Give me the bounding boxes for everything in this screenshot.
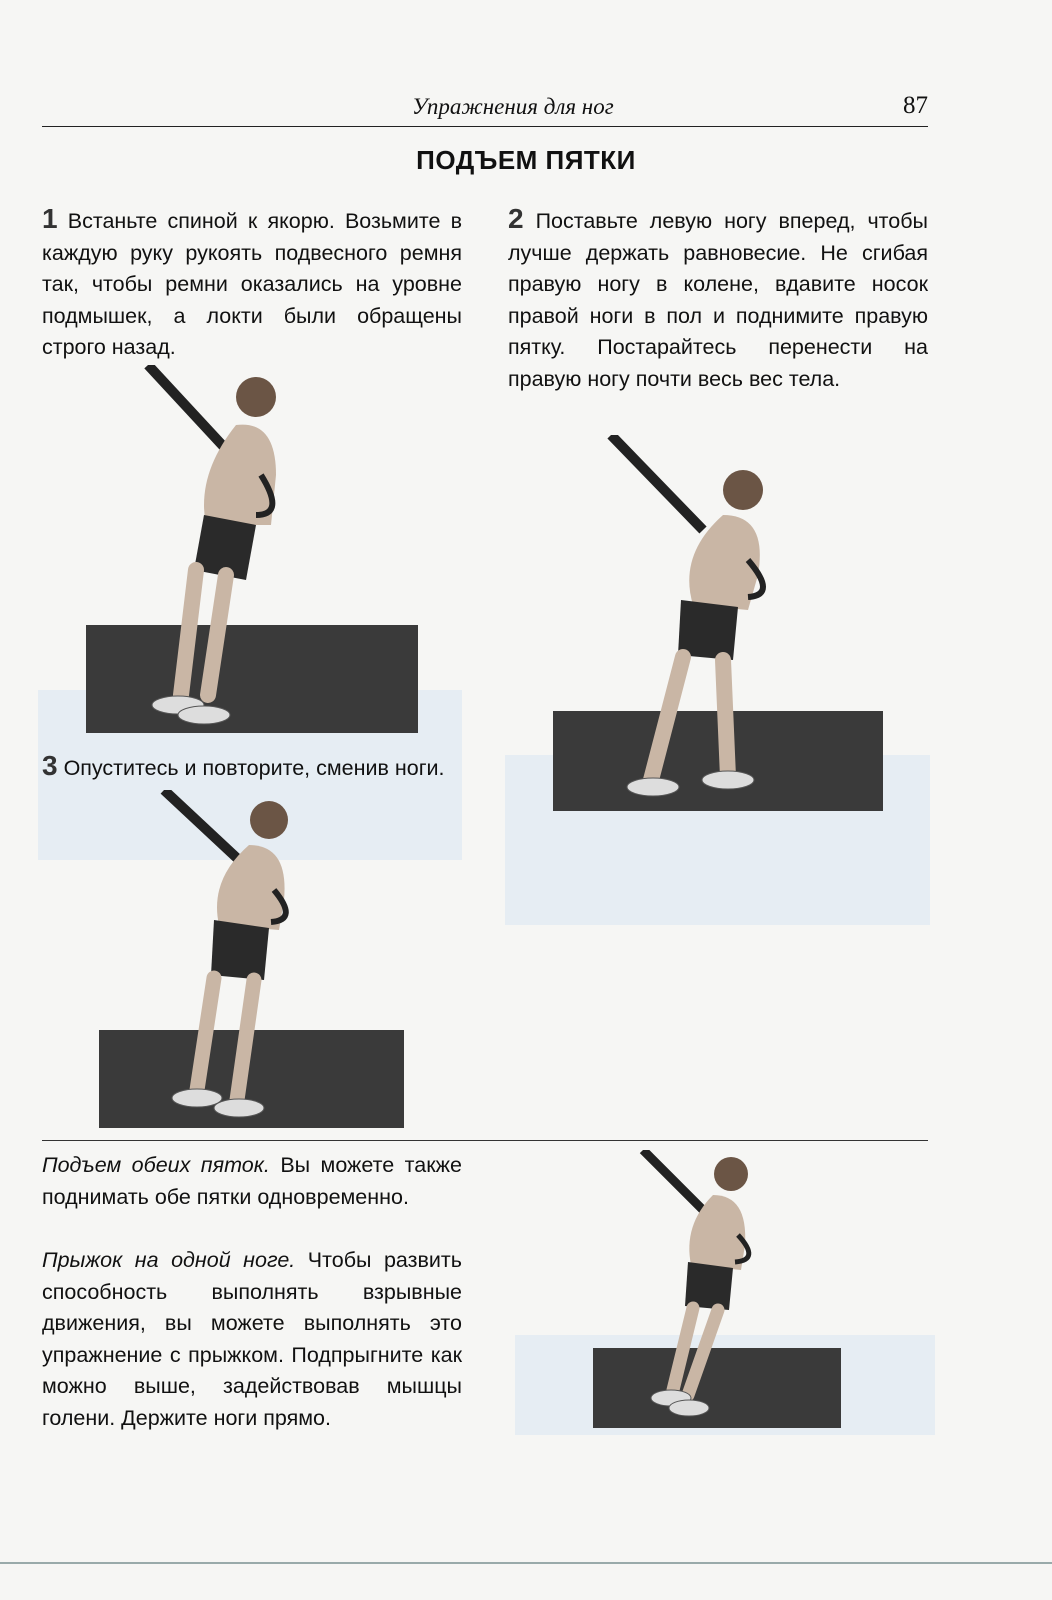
exercise-photo-heel-raise xyxy=(553,435,883,813)
step-number: 3 xyxy=(42,750,58,781)
athlete-illustration xyxy=(593,1150,841,1428)
exercise-photo-start-position xyxy=(86,365,418,735)
step-number: 2 xyxy=(508,203,524,234)
variation-single-leg-hop xyxy=(42,1245,462,1434)
section-divider xyxy=(42,1140,928,1141)
variation-title: Прыжок на одной ноге. xyxy=(42,1248,296,1272)
step-text: Опуститесь и повторите, сменив ноги. xyxy=(63,756,445,780)
athlete-illustration xyxy=(86,365,418,735)
step-3-paragraph xyxy=(42,750,462,785)
step-number: 1 xyxy=(42,203,58,234)
exercise-photo-switch-legs xyxy=(99,790,404,1128)
variation-text: Чтобы развить способность выполнять взрывные движения, вы можете выполнять это упражнение с прыжком. Подпрыгните как можно выше, задействовав мышцы голени. Держите ноги прямо. xyxy=(42,1248,462,1430)
variation-both-heels xyxy=(42,1150,462,1213)
section-title: ПОДЪЕМ ПЯТКИ xyxy=(416,145,636,175)
running-header xyxy=(42,92,928,127)
step-2-paragraph xyxy=(508,203,928,395)
athlete-illustration xyxy=(99,790,404,1128)
page-number: 87 xyxy=(903,92,928,119)
step-text: Встаньте спиной к якорю. Возьмите в каждую руку рукоять подвесного ремня так, чтобы ремни оказались на уровне подмышек, а локти были обращены строго назад. xyxy=(42,209,462,359)
running-title: Упражнения для ног xyxy=(412,94,614,119)
variation-text: Вы можете также поднимать обе пятки одновременно. xyxy=(42,1153,462,1209)
athlete-illustration xyxy=(553,435,883,813)
variation-title: Подъем обеих пяток. xyxy=(42,1153,270,1177)
step-text: Поставьте левую ногу вперед, чтобы лучше держать равновесие. Не сгибая правую ногу в колене, вдавите носок правой ноги в пол и поднимите правую пятку. Постарайтесь перенести на правую ногу почти весь вес тела. xyxy=(508,209,928,391)
page-edge-line xyxy=(0,1562,1052,1564)
step-1-paragraph xyxy=(42,203,462,364)
exercise-photo-both-heels xyxy=(593,1150,841,1428)
